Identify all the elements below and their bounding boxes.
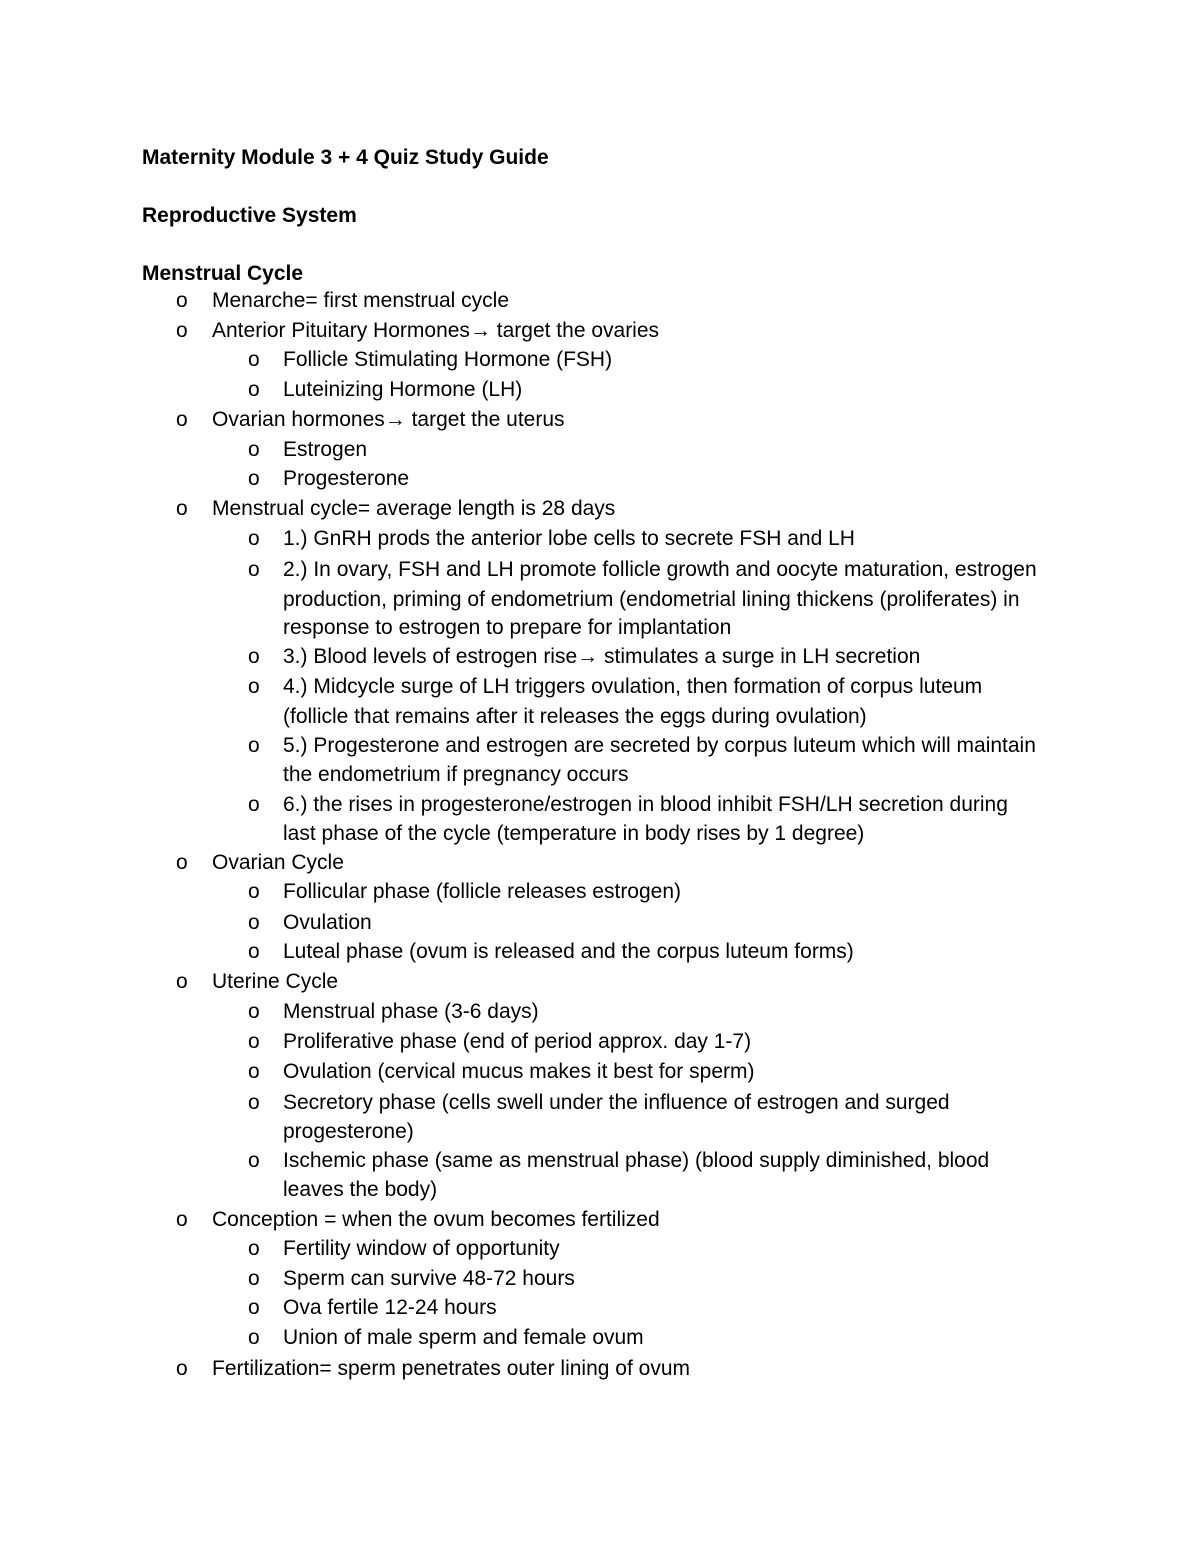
list-item-text: Ova fertile 12-24 hours [283,1296,497,1319]
bullet-icon: o [176,319,188,342]
list-item [248,877,682,907]
list-item-text: Ovulation [283,911,372,934]
bullet-icon: o [176,408,188,431]
list-item [176,1354,690,1384]
arrow-icon: → [469,319,491,342]
list-item [248,908,372,938]
list-item-text: 2.) In ovary, FSH and LH promote follicle growth and oocyte maturation, estrogen [283,558,1037,581]
bullet-icon: o [248,645,260,668]
list-item [248,464,410,494]
list-item [248,731,1036,761]
bullet-icon: o [176,497,188,520]
list-item-continuation: (follicle that remains after it releases the eggs during ovulation) [283,705,867,728]
list-item [248,937,854,967]
list-item-text: Estrogen [283,438,368,461]
bullet-icon: o [248,378,260,401]
list-item [176,848,344,878]
list-item [176,967,339,997]
bullet-icon: o [176,1208,188,1231]
bullet-icon: o [248,438,260,461]
list-item-text: target the uterus [405,408,565,431]
bullet-icon: o [248,911,260,934]
list-item [248,375,523,405]
list-item [248,555,1037,585]
list-item [248,1293,497,1323]
list-item-text: Proliferative phase (end of period approx. day 1-7) [283,1030,752,1053]
list-item [176,405,565,435]
bullet-icon: o [248,1296,260,1319]
list-item-text: Conception = when the ovum becomes fertilized [212,1208,660,1231]
list-item-text: Secretory phase (cells swell under the influence of estrogen and surged [283,1091,950,1114]
list-item-text: 3.) Blood levels of estrogen rise [283,645,578,668]
bullet-icon: o [248,467,260,490]
bullet-icon: o [248,734,260,757]
list-item [248,672,983,702]
bullet-icon: o [176,851,188,874]
bullet-icon: o [248,880,260,903]
list-item-continuation: the endometrium if pregnancy occurs [283,763,629,786]
list-item [248,1088,950,1118]
list-item [176,286,510,316]
bullet-icon: o [248,793,260,816]
list-item-text: Luteinizing Hormone (LH) [283,378,523,401]
bullet-icon: o [176,289,188,312]
list-item-text: target the ovaries [490,319,660,342]
list-item-text: Progesterone [283,467,410,490]
bullet-icon: o [176,1357,188,1380]
list-item-text: Union of male sperm and female ovum [283,1326,644,1349]
list-item-text: Ovulation (cervical mucus makes it best for sperm) [283,1060,755,1083]
list-item-text: Menarche= first menstrual cycle [212,289,510,312]
bullet-icon: o [248,1149,260,1172]
list-item-text: Fertilization= sperm penetrates outer lining of ovum [212,1357,690,1380]
list-item-continuation: progesterone) [283,1120,414,1143]
list-item [176,316,660,346]
bullet-icon: o [248,1091,260,1114]
list-item-text: stimulates a surge in LH secretion [598,645,921,668]
list-item [248,1057,755,1087]
list-item [248,524,855,554]
list-item [176,494,616,524]
bullet-icon: o [248,1267,260,1290]
bullet-icon: o [248,1060,260,1083]
bullet-icon: o [248,1030,260,1053]
list-item [248,1234,560,1264]
list-item [248,345,613,375]
list-item [248,1146,990,1176]
subsection-heading: Menstrual Cycle [142,262,304,285]
list-item [248,1323,644,1353]
arrow-icon: → [384,408,406,431]
list-item [248,1027,752,1057]
bullet-icon: o [248,1000,260,1023]
list-item-text: Fertility window of opportunity [283,1237,560,1260]
list-item [176,1205,660,1235]
bullet-icon: o [248,348,260,371]
list-item [248,790,1008,820]
list-item [248,997,539,1027]
list-item-text: 5.) Progesterone and estrogen are secreted by corpus luteum which will maintain [283,734,1036,757]
bullet-icon: o [248,558,260,581]
list-item-text: Sperm can survive 48-72 hours [283,1267,575,1290]
bullet-icon: o [248,1237,260,1260]
list-item-text: Follicle Stimulating Hormone (FSH) [283,348,613,371]
list-item-continuation: last phase of the cycle (temperature in body rises by 1 degree) [283,822,865,845]
list-item-continuation: response to estrogen to prepare for implantation [283,616,732,639]
list-item-continuation: production, priming of endometrium (endometrial lining thickens (proliferates) in [283,588,1020,611]
list-item-text: Menstrual phase (3-6 days) [283,1000,539,1023]
list-item-continuation: leaves the body) [283,1178,438,1201]
section-heading: Reproductive System [142,204,357,227]
list-item [248,435,368,465]
document-title: Maternity Module 3 + 4 Quiz Study Guide [142,146,549,169]
list-item [248,1264,575,1294]
list-item-text: Menstrual cycle= average length is 28 days [212,497,616,520]
list-item-text: 1.) GnRH prods the anterior lobe cells to secrete FSH and LH [283,527,855,550]
list-item-text: Ovarian hormones [212,408,385,431]
bullet-icon: o [248,1326,260,1349]
bullet-icon: o [248,940,260,963]
list-item-text: Luteal phase (ovum is released and the corpus luteum forms) [283,940,854,963]
list-item-text: Uterine Cycle [212,970,339,993]
list-item-text: 6.) the rises in progesterone/estrogen in blood inhibit FSH/LH secretion during [283,793,1008,816]
list-item-text: Ischemic phase (same as menstrual phase) (blood supply diminished, blood [283,1149,990,1172]
list-item-text: 4.) Midcycle surge of LH triggers ovulation, then formation of corpus luteum [283,675,983,698]
list-item [248,642,921,672]
bullet-icon: o [176,970,188,993]
list-item-text: Ovarian Cycle [212,851,344,874]
list-item-text: Anterior Pituitary Hormones [212,319,470,342]
list-item-text: Follicular phase (follicle releases estrogen) [283,880,682,903]
arrow-icon: → [577,645,599,668]
bullet-icon: o [248,527,260,550]
bullet-icon: o [248,675,260,698]
